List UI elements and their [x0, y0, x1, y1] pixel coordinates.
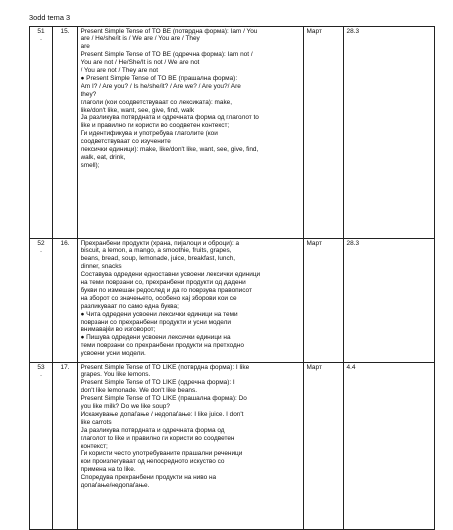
content-line: Ја разликува потврдната и одречната форма од глаголот to	[80, 114, 259, 122]
content-line: Споредува прехранбени продукти на ниво на	[80, 474, 217, 482]
table-row	[30, 363, 435, 530]
content-line: Present Simple Tense of TO BE (потврдна форма): Iam / You	[80, 27, 258, 35]
content-line: like carrots	[80, 418, 112, 426]
content-line: are / He/she/it is / We are / You are / They	[80, 35, 200, 43]
content-line: biscuit, a lemon, a mango, a smoothie, fruits, grapes,	[80, 247, 232, 255]
content-line: Составува одредени едноставни усвоени лексички единици	[80, 271, 261, 279]
content-line: на зборот со значењето, особено кај зборови кои се	[80, 294, 237, 302]
content-line: ● Present Simple Tense of TO BE (прашална форма):	[80, 74, 238, 82]
week-cell	[30, 27, 53, 239]
content-line: they?	[80, 90, 97, 98]
content-line: grapes. You like lemons.	[80, 371, 151, 379]
week-number: 53	[37, 363, 45, 371]
content-line: на теми поврзани со, прехранбени продукти од дадени	[80, 279, 246, 287]
content-line: контекст;	[80, 442, 108, 450]
week-cell	[30, 239, 53, 363]
content-cell	[78, 363, 304, 530]
content-line: don't like lemonade. We don't like beans.	[80, 387, 197, 395]
content-line: beans, bread, soup, lemonade, juice, breakfast, lunch,	[80, 255, 236, 263]
content-lines	[81, 28, 301, 238]
week-number: 52	[37, 239, 45, 247]
week-suffix: .	[40, 35, 42, 43]
content-line: разликуваат по само една буква;	[80, 302, 179, 310]
content-lines	[81, 240, 301, 362]
content-line: соодветствуваат со изучените	[80, 138, 171, 146]
month-cell: Март	[304, 27, 344, 239]
lesson-number-cell: 16.	[53, 239, 78, 363]
content-line: Ги идентификува и употребува глаголите (кои	[80, 130, 218, 138]
month-cell: Март	[304, 363, 344, 530]
content-line: букви по измешан редослед и да го поврзува правописот	[80, 286, 252, 294]
content-line: кои произлегуваат од непосредното искуство со	[80, 458, 225, 466]
content-line: Present Simple Tense of TO BE (одречна форма): Iam not /	[80, 51, 253, 59]
content-cell	[78, 239, 304, 363]
content-line: ● Чита одредени усвоени лексички единици на теми	[80, 310, 238, 318]
content-line: like/don't like, want, see, give, find, walk	[80, 106, 195, 114]
week-cell	[30, 363, 53, 530]
document-header: 3odd tema 3	[29, 13, 71, 22]
content-line: глаголот to like и правилно ги користи во соодветен	[80, 434, 235, 442]
content-line: Искажување допаѓање / недопаѓање: I like juice. I don't	[80, 410, 244, 418]
week-suffix: .	[40, 247, 42, 255]
content-line: You are not / He/She/It is not / We are not	[80, 59, 200, 67]
table-row	[30, 27, 435, 239]
content-line: Present Simple Tense of TO LIKE (одречна форма): I	[80, 379, 235, 387]
content-line: поврзани со прехранбени продукти и усни модели	[80, 318, 231, 326]
content-line: глаголи (кои соодветствуваат со лексиката): make,	[80, 98, 233, 106]
content-line: примена на to like.	[80, 466, 136, 474]
date-cell: 28.3	[344, 239, 435, 363]
lesson-number-cell: 17.	[53, 363, 78, 530]
content-line: усвоени усни модели.	[80, 350, 146, 358]
content-line: are	[80, 43, 90, 51]
content-line: like и правилно ги користи во соодветен контекст;	[80, 122, 230, 130]
content-line: внимавајќи во изговорот;	[80, 326, 156, 334]
date-cell: 4.4	[344, 363, 435, 530]
content-line: walk, eat, drink,	[80, 154, 126, 161]
content-line: dinner, snacks	[80, 263, 122, 271]
content-line: лексички единици): make, like/don't like, want, see, give, find,	[80, 146, 259, 154]
content-line: you like milk? Do we like soup?	[80, 403, 170, 411]
table-row	[30, 239, 435, 363]
week-number: 51	[37, 27, 45, 35]
content-line: Present Simple Tense of TO LIKE (потврдна форма): I like	[80, 363, 250, 371]
content-line: Present Simple Tense of TO LIKE (прашална форма): Do	[80, 395, 247, 403]
content-lines	[81, 364, 301, 529]
content-line: допаѓање/недопаѓање.	[80, 482, 150, 490]
content-line: smell);	[80, 161, 100, 169]
content-line: Ги користи честo употребуваните прашални реченици	[80, 450, 243, 458]
lesson-number-cell: 15.	[53, 27, 78, 239]
content-line: ● Пишува одредени усвоени лексички единици на	[80, 334, 231, 342]
content-line: Am I? / Are you? / Is he/she/it? / Are we? / Are you?/ Are	[80, 82, 241, 90]
content-line: Ја разликува потврдната и одречната форма од	[80, 426, 225, 434]
content-cell	[78, 27, 304, 239]
week-suffix: .	[40, 371, 42, 379]
date-cell: 28.3	[344, 27, 435, 239]
content-line: Прехранбени продукти (храна, пијалоци и оброци): a	[80, 239, 240, 247]
month-cell: Март	[304, 239, 344, 363]
content-line: теми поврзани со прехранбени продукти на претходно	[80, 342, 244, 350]
content-line: / You are not / They are not	[80, 67, 159, 75]
table-body	[30, 27, 435, 530]
lesson-plan-table	[29, 26, 435, 530]
